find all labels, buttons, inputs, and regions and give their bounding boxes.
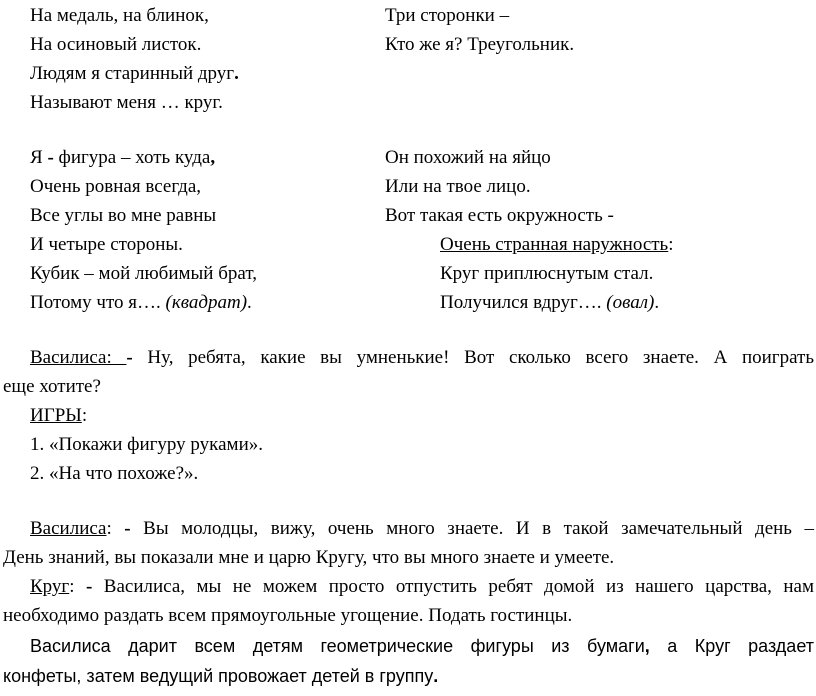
- dialog-line: Василиса: - Ну, ребята, какие вы умненькие! Вот сколько всего знаете. А поиграть: [30, 347, 814, 368]
- game-item: 1. «Покажи фигуру руками».: [30, 434, 263, 455]
- poem-line: Потому что я…. (квадрат).: [30, 292, 252, 313]
- speaker-name: Круг: [30, 576, 70, 597]
- poem-line: Круг приплюснутым стал.: [440, 263, 654, 284]
- poem-line: Очень странная наружность:: [440, 234, 674, 255]
- game-item: 2. «На что похоже?».: [30, 463, 199, 484]
- dialog-line: необходимо раздать всем прямоугольные угощение. Подать гостинцы.: [3, 605, 573, 626]
- games-title: ИГРЫ:: [30, 405, 88, 426]
- closing-line: конфеты, затем ведущий провожает детей в группу.: [3, 666, 439, 686]
- dialog-line: Василиса: - Вы молодцы, вижу, очень много знаете. И в такой замечательный день –: [30, 518, 814, 539]
- poem-line: Все углы во мне равны: [30, 205, 217, 226]
- poem-line: Три сторонки –: [385, 5, 510, 26]
- poem-line: Очень ровная всегда,: [30, 176, 202, 197]
- closing-line: Василиса дарит всем детям геометрические фигуры из бумаги, а Круг раздает: [30, 636, 814, 656]
- answer-text: (квадрат): [165, 292, 248, 313]
- dialog-line: День знаний, вы показали мне и царю Кругу, что вы много знаете и умеете.: [3, 547, 615, 568]
- poem-line: Кубик – мой любимый брат,: [30, 263, 257, 284]
- poem-line: Получился вдруг…. (овал).: [440, 292, 660, 313]
- poem-line: Кто же я? Треугольник.: [385, 34, 575, 55]
- poem-line: Вот такая есть окружность -: [385, 205, 614, 226]
- poem-line: И четыре стороны.: [30, 234, 183, 255]
- poem-line: Или на твое лицо.: [385, 176, 531, 197]
- speaker-name: Василиса: [30, 518, 107, 539]
- poem-line: На осиновый листок.: [30, 34, 202, 55]
- poem-line: На медаль, на блинок,: [30, 5, 209, 26]
- poem-line: Называют меня … круг.: [30, 92, 223, 113]
- poem-line: Я - фигура – хоть куда,: [30, 147, 216, 168]
- poem-line: Он похожий на яйцо: [385, 147, 551, 168]
- dialog-line: еще хотите?: [3, 376, 101, 397]
- poem-line: Людям я старинный друг.: [30, 63, 239, 84]
- speaker-name: Василиса:: [30, 347, 127, 368]
- dialog-line: Круг: - Василиса, мы не можем просто отпустить ребят домой из нашего царства, нам: [30, 576, 814, 597]
- answer-text: (овал): [606, 292, 655, 313]
